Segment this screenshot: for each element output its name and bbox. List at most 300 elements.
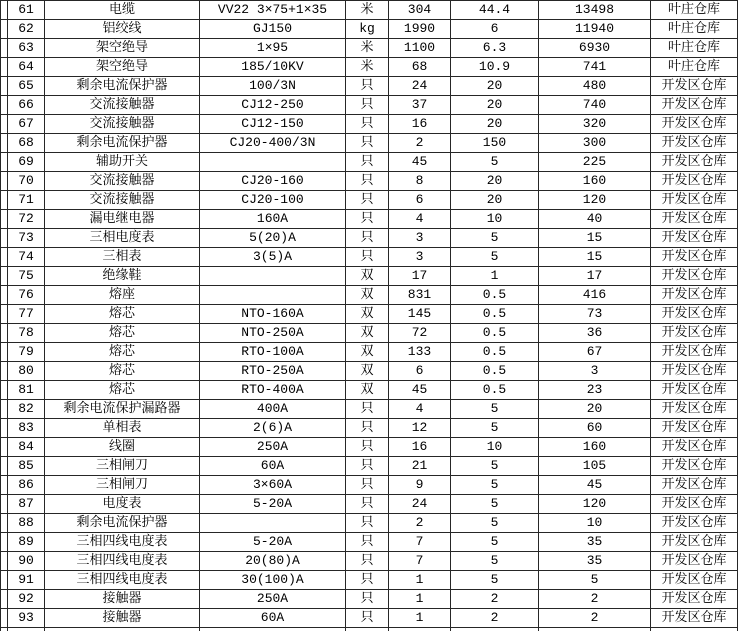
cell-qty[interactable]: 24 xyxy=(389,77,451,96)
cell-price[interactable]: 20 xyxy=(451,115,539,134)
table-row xyxy=(1,495,738,514)
cell-name[interactable]: 架空绝导 xyxy=(45,58,200,77)
empty-cell xyxy=(200,628,346,631)
cell-qty[interactable]: 4 xyxy=(389,400,451,419)
cell-unit[interactable]: 只 xyxy=(346,590,389,609)
cell-qty[interactable]: 3 xyxy=(389,229,451,248)
cell-unit[interactable]: 只 xyxy=(346,229,389,248)
table-row xyxy=(1,438,738,457)
cell-qty[interactable]: 6 xyxy=(389,191,451,210)
cell-total[interactable]: 6930 xyxy=(539,39,651,58)
cell-no[interactable]: 90 xyxy=(8,552,45,571)
cell-total[interactable]: 300 xyxy=(539,134,651,153)
cell-total[interactable]: 740 xyxy=(539,96,651,115)
cell-unit[interactable]: 米 xyxy=(346,58,389,77)
clipped-left-cell xyxy=(1,571,8,590)
cell-price[interactable]: 0.5 xyxy=(451,305,539,324)
cell-no[interactable]: 92 xyxy=(8,590,45,609)
cell-no[interactable]: 79 xyxy=(8,343,45,362)
cell-name[interactable]: 剩余电流保护器 xyxy=(45,77,200,96)
cell-spec[interactable]: 5-20A xyxy=(200,533,346,552)
cell-price[interactable]: 6.3 xyxy=(451,39,539,58)
cell-total[interactable]: 741 xyxy=(539,58,651,77)
table-row xyxy=(1,476,738,495)
cell-name[interactable]: 辅助开关 xyxy=(45,153,200,172)
cell-spec[interactable]: CJ12-250 xyxy=(200,96,346,115)
cell-name[interactable]: 交流接触器 xyxy=(45,172,200,191)
cell-price[interactable]: 0.5 xyxy=(451,286,539,305)
cell-price[interactable]: 10 xyxy=(451,438,539,457)
cell-qty[interactable]: 17 xyxy=(389,267,451,286)
cell-unit[interactable]: 双 xyxy=(346,267,389,286)
cell-price[interactable]: 0.5 xyxy=(451,343,539,362)
cell-unit[interactable]: 双 xyxy=(346,381,389,400)
cell-spec[interactable] xyxy=(200,267,346,286)
cell-price[interactable]: 10 xyxy=(451,210,539,229)
cell-price[interactable]: 6 xyxy=(451,20,539,39)
cell-price[interactable]: 5 xyxy=(451,476,539,495)
cell-unit[interactable]: 只 xyxy=(346,419,389,438)
cell-spec[interactable]: 5-20A xyxy=(200,495,346,514)
cell-unit[interactable]: 米 xyxy=(346,1,389,20)
clipped-left-cell xyxy=(1,20,8,39)
cell-qty[interactable]: 12 xyxy=(389,419,451,438)
cell-name[interactable]: 线圈 xyxy=(45,438,200,457)
cell-unit[interactable]: 只 xyxy=(346,248,389,267)
clipped-left-cell xyxy=(1,362,8,381)
cell-spec[interactable] xyxy=(200,514,346,533)
cell-total[interactable]: 120 xyxy=(539,191,651,210)
cell-unit[interactable]: 只 xyxy=(346,609,389,628)
cell-no[interactable]: 85 xyxy=(8,457,45,476)
cell-qty[interactable]: 24 xyxy=(389,495,451,514)
cell-unit[interactable]: 双 xyxy=(346,286,389,305)
cell-spec[interactable]: 3(5)A xyxy=(200,248,346,267)
cell-warehouse[interactable]: 开发区仓库 xyxy=(651,495,738,514)
cell-spec[interactable]: 20(80)A xyxy=(200,552,346,571)
cell-qty[interactable]: 304 xyxy=(389,1,451,20)
cell-qty[interactable]: 1 xyxy=(389,571,451,590)
cell-name[interactable]: 剩余电流保护漏路器 xyxy=(45,400,200,419)
cell-total[interactable]: 105 xyxy=(539,457,651,476)
cell-name[interactable]: 剩余电流保护器 xyxy=(45,134,200,153)
cell-qty[interactable]: 1 xyxy=(389,590,451,609)
cell-qty[interactable]: 16 xyxy=(389,438,451,457)
cell-warehouse[interactable]: 叶庄仓库 xyxy=(651,20,738,39)
cell-name[interactable]: 三相四线电度表 xyxy=(45,533,200,552)
cell-qty[interactable]: 16 xyxy=(389,115,451,134)
cell-total[interactable]: 10 xyxy=(539,514,651,533)
cell-warehouse[interactable]: 开发区仓库 xyxy=(651,286,738,305)
cell-total[interactable]: 2 xyxy=(539,590,651,609)
table-row xyxy=(1,172,738,191)
cell-unit[interactable]: 只 xyxy=(346,514,389,533)
cell-unit[interactable]: 只 xyxy=(346,153,389,172)
table-row xyxy=(1,552,738,571)
cell-price[interactable]: 1 xyxy=(451,267,539,286)
empty-cell xyxy=(651,628,738,631)
cell-unit[interactable]: 只 xyxy=(346,96,389,115)
cell-price[interactable]: 5 xyxy=(451,571,539,590)
cell-price[interactable]: 5 xyxy=(451,229,539,248)
inventory-table-body xyxy=(1,1,738,631)
cell-total[interactable]: 225 xyxy=(539,153,651,172)
cell-no[interactable]: 81 xyxy=(8,381,45,400)
cell-warehouse[interactable]: 叶庄仓库 xyxy=(651,58,738,77)
cell-unit[interactable]: 只 xyxy=(346,438,389,457)
cell-no[interactable]: 71 xyxy=(8,191,45,210)
cell-name[interactable]: 电度表 xyxy=(45,495,200,514)
cell-qty[interactable]: 7 xyxy=(389,533,451,552)
table-row xyxy=(1,115,738,134)
cell-total[interactable]: 160 xyxy=(539,438,651,457)
cell-price[interactable]: 44.4 xyxy=(451,1,539,20)
cell-no[interactable]: 77 xyxy=(8,305,45,324)
table-row xyxy=(1,229,738,248)
cell-unit[interactable]: kg xyxy=(346,20,389,39)
cell-total[interactable]: 36 xyxy=(539,324,651,343)
cell-qty[interactable]: 3 xyxy=(389,248,451,267)
cell-warehouse[interactable]: 开发区仓库 xyxy=(651,267,738,286)
clipped-left-cell xyxy=(1,495,8,514)
cell-spec[interactable]: NTO-250A xyxy=(200,324,346,343)
cell-name[interactable]: 交流接触器 xyxy=(45,191,200,210)
cell-no[interactable]: 61 xyxy=(8,1,45,20)
cell-warehouse[interactable]: 开发区仓库 xyxy=(651,438,738,457)
cell-warehouse[interactable]: 开发区仓库 xyxy=(651,343,738,362)
cell-qty[interactable]: 831 xyxy=(389,286,451,305)
cell-spec[interactable]: 2(6)A xyxy=(200,419,346,438)
cell-name[interactable]: 架空绝导 xyxy=(45,39,200,58)
cell-name[interactable]: 三相表 xyxy=(45,248,200,267)
cell-qty[interactable]: 4 xyxy=(389,210,451,229)
table-row xyxy=(1,609,738,628)
cell-spec[interactable]: CJ20-160 xyxy=(200,172,346,191)
cell-spec[interactable]: 185/10KV xyxy=(200,58,346,77)
cell-no[interactable]: 78 xyxy=(8,324,45,343)
cell-warehouse[interactable]: 开发区仓库 xyxy=(651,533,738,552)
cell-price[interactable]: 5 xyxy=(451,419,539,438)
cell-name[interactable]: 三相电度表 xyxy=(45,229,200,248)
cell-qty[interactable]: 45 xyxy=(389,153,451,172)
cell-unit[interactable]: 只 xyxy=(346,210,389,229)
cell-name[interactable]: 交流接触器 xyxy=(45,96,200,115)
cell-warehouse[interactable]: 开发区仓库 xyxy=(651,457,738,476)
cell-qty[interactable]: 21 xyxy=(389,457,451,476)
cell-spec[interactable]: 60A xyxy=(200,609,346,628)
cell-name[interactable]: 接触器 xyxy=(45,590,200,609)
cell-warehouse[interactable]: 开发区仓库 xyxy=(651,229,738,248)
cell-no[interactable]: 84 xyxy=(8,438,45,457)
cell-warehouse[interactable]: 开发区仓库 xyxy=(651,115,738,134)
cell-qty[interactable]: 45 xyxy=(389,381,451,400)
cell-total[interactable]: 3 xyxy=(539,362,651,381)
cell-unit[interactable]: 只 xyxy=(346,571,389,590)
clipped-left-cell xyxy=(1,457,8,476)
cell-total[interactable]: 23 xyxy=(539,381,651,400)
cell-total[interactable]: 45 xyxy=(539,476,651,495)
cell-spec[interactable]: 60A xyxy=(200,457,346,476)
clipped-left-cell xyxy=(1,305,8,324)
table-row xyxy=(1,77,738,96)
cell-price[interactable]: 10.9 xyxy=(451,58,539,77)
cell-name[interactable]: 剩余电流保护器 xyxy=(45,514,200,533)
cell-warehouse[interactable]: 开发区仓库 xyxy=(651,134,738,153)
cell-qty[interactable]: 133 xyxy=(389,343,451,362)
table-row xyxy=(1,324,738,343)
cell-name[interactable]: 熔芯 xyxy=(45,381,200,400)
cell-name[interactable]: 熔座 xyxy=(45,286,200,305)
clipped-left-cell xyxy=(1,58,8,77)
cell-unit[interactable]: 双 xyxy=(346,362,389,381)
cell-unit[interactable]: 只 xyxy=(346,172,389,191)
cell-total[interactable]: 15 xyxy=(539,229,651,248)
cell-spec[interactable]: 30(100)A xyxy=(200,571,346,590)
empty-cell xyxy=(451,628,539,631)
cell-total[interactable]: 60 xyxy=(539,419,651,438)
cell-warehouse[interactable]: 开发区仓库 xyxy=(651,324,738,343)
cell-price[interactable]: 20 xyxy=(451,172,539,191)
cell-total[interactable]: 67 xyxy=(539,343,651,362)
cell-spec[interactable] xyxy=(200,153,346,172)
cell-unit[interactable]: 只 xyxy=(346,476,389,495)
cell-price[interactable]: 5 xyxy=(451,457,539,476)
cell-total[interactable]: 15 xyxy=(539,248,651,267)
clipped-left-cell xyxy=(1,115,8,134)
cell-price[interactable]: 0.5 xyxy=(451,324,539,343)
cell-no[interactable]: 70 xyxy=(8,172,45,191)
cell-unit[interactable]: 只 xyxy=(346,533,389,552)
cell-total[interactable]: 5 xyxy=(539,571,651,590)
cell-warehouse[interactable]: 开发区仓库 xyxy=(651,476,738,495)
cell-total[interactable]: 13498 xyxy=(539,1,651,20)
cell-name[interactable]: 三相闸刀 xyxy=(45,476,200,495)
cell-warehouse[interactable]: 开发区仓库 xyxy=(651,571,738,590)
table-row xyxy=(1,39,738,58)
cell-name[interactable]: 铝绞线 xyxy=(45,20,200,39)
cell-spec[interactable] xyxy=(200,286,346,305)
clipped-left-cell xyxy=(1,514,8,533)
cell-unit[interactable]: 只 xyxy=(346,77,389,96)
empty-cell xyxy=(389,628,451,631)
cell-no[interactable]: 76 xyxy=(8,286,45,305)
cell-warehouse[interactable]: 开发区仓库 xyxy=(651,400,738,419)
cell-total[interactable]: 416 xyxy=(539,286,651,305)
cell-price[interactable]: 5 xyxy=(451,400,539,419)
cell-price[interactable]: 150 xyxy=(451,134,539,153)
cell-no[interactable]: 82 xyxy=(8,400,45,419)
cell-warehouse[interactable]: 开发区仓库 xyxy=(651,153,738,172)
cell-total[interactable]: 160 xyxy=(539,172,651,191)
cell-qty[interactable]: 6 xyxy=(389,362,451,381)
clipped-left-cell xyxy=(1,1,8,20)
cell-warehouse[interactable]: 开发区仓库 xyxy=(651,552,738,571)
cell-warehouse[interactable]: 开发区仓库 xyxy=(651,172,738,191)
cell-warehouse[interactable]: 开发区仓库 xyxy=(651,514,738,533)
cell-price[interactable]: 20 xyxy=(451,77,539,96)
cell-unit[interactable]: 米 xyxy=(346,39,389,58)
cell-no[interactable]: 86 xyxy=(8,476,45,495)
cell-warehouse[interactable]: 开发区仓库 xyxy=(651,381,738,400)
cell-qty[interactable]: 72 xyxy=(389,324,451,343)
cell-name[interactable]: 电缆 xyxy=(45,1,200,20)
cell-warehouse[interactable]: 开发区仓库 xyxy=(651,96,738,115)
cell-unit[interactable]: 只 xyxy=(346,191,389,210)
cell-total[interactable]: 480 xyxy=(539,77,651,96)
cell-spec[interactable]: 160A xyxy=(200,210,346,229)
table-row xyxy=(1,58,738,77)
cell-name[interactable]: 三相四线电度表 xyxy=(45,571,200,590)
cell-price[interactable]: 2 xyxy=(451,590,539,609)
cell-no[interactable]: 69 xyxy=(8,153,45,172)
table-row xyxy=(1,381,738,400)
cell-price[interactable]: 5 xyxy=(451,495,539,514)
cell-price[interactable]: 20 xyxy=(451,191,539,210)
cell-name[interactable]: 三相闸刀 xyxy=(45,457,200,476)
cell-qty[interactable]: 145 xyxy=(389,305,451,324)
cell-qty[interactable]: 9 xyxy=(389,476,451,495)
cell-price[interactable]: 5 xyxy=(451,514,539,533)
cell-total[interactable]: 73 xyxy=(539,305,651,324)
cell-no[interactable]: 62 xyxy=(8,20,45,39)
cell-name[interactable]: 三相四线电度表 xyxy=(45,552,200,571)
cell-qty[interactable]: 7 xyxy=(389,552,451,571)
cell-no[interactable]: 75 xyxy=(8,267,45,286)
cell-name[interactable]: 单相表 xyxy=(45,419,200,438)
cell-unit[interactable]: 双 xyxy=(346,324,389,343)
cell-price[interactable]: 2 xyxy=(451,609,539,628)
cell-warehouse[interactable]: 开发区仓库 xyxy=(651,590,738,609)
cell-total[interactable]: 35 xyxy=(539,552,651,571)
cell-spec[interactable]: 100/3N xyxy=(200,77,346,96)
cell-name[interactable]: 绝缘鞋 xyxy=(45,267,200,286)
cell-total[interactable]: 40 xyxy=(539,210,651,229)
cell-spec[interactable]: 1×95 xyxy=(200,39,346,58)
cell-spec[interactable]: 5(20)A xyxy=(200,229,346,248)
cell-no[interactable]: 88 xyxy=(8,514,45,533)
cell-price[interactable]: 20 xyxy=(451,96,539,115)
cell-total[interactable]: 20 xyxy=(539,400,651,419)
cell-warehouse[interactable]: 开发区仓库 xyxy=(651,248,738,267)
cell-spec[interactable]: VV22 3×75+1×35 xyxy=(200,1,346,20)
cell-warehouse[interactable]: 开发区仓库 xyxy=(651,609,738,628)
cell-unit[interactable]: 只 xyxy=(346,115,389,134)
cell-name[interactable]: 接触器 xyxy=(45,609,200,628)
cell-price[interactable]: 5 xyxy=(451,248,539,267)
cell-unit[interactable]: 双 xyxy=(346,305,389,324)
cell-warehouse[interactable]: 开发区仓库 xyxy=(651,191,738,210)
cell-name[interactable]: 熔芯 xyxy=(45,343,200,362)
cell-spec[interactable]: 400A xyxy=(200,400,346,419)
cell-unit[interactable]: 只 xyxy=(346,552,389,571)
cell-spec[interactable]: 250A xyxy=(200,590,346,609)
cell-qty[interactable]: 37 xyxy=(389,96,451,115)
cell-name[interactable]: 熔芯 xyxy=(45,362,200,381)
cell-unit[interactable]: 只 xyxy=(346,495,389,514)
cell-no[interactable]: 73 xyxy=(8,229,45,248)
cell-warehouse[interactable]: 开发区仓库 xyxy=(651,210,738,229)
cell-price[interactable]: 5 xyxy=(451,533,539,552)
cell-price[interactable]: 5 xyxy=(451,552,539,571)
cell-spec[interactable]: CJ20-400/3N xyxy=(200,134,346,153)
cell-no[interactable]: 64 xyxy=(8,58,45,77)
cell-spec[interactable]: RTO-250A xyxy=(200,362,346,381)
cell-warehouse[interactable]: 开发区仓库 xyxy=(651,419,738,438)
cell-warehouse[interactable]: 开发区仓库 xyxy=(651,305,738,324)
cell-warehouse[interactable]: 叶庄仓库 xyxy=(651,39,738,58)
cell-no[interactable]: 65 xyxy=(8,77,45,96)
clipped-left-cell xyxy=(1,39,8,58)
cell-total[interactable]: 17 xyxy=(539,267,651,286)
table-row xyxy=(1,343,738,362)
cell-no[interactable]: 67 xyxy=(8,115,45,134)
cell-unit[interactable]: 只 xyxy=(346,457,389,476)
cell-spec[interactable]: GJ150 xyxy=(200,20,346,39)
table-row xyxy=(1,134,738,153)
cell-unit[interactable]: 只 xyxy=(346,400,389,419)
cell-no[interactable]: 74 xyxy=(8,248,45,267)
cell-no[interactable]: 87 xyxy=(8,495,45,514)
cell-name[interactable]: 交流接触器 xyxy=(45,115,200,134)
cell-no[interactable]: 91 xyxy=(8,571,45,590)
cell-unit[interactable]: 双 xyxy=(346,343,389,362)
cell-no[interactable]: 68 xyxy=(8,134,45,153)
cell-price[interactable]: 0.5 xyxy=(451,381,539,400)
cell-spec[interactable]: RTO-400A xyxy=(200,381,346,400)
cell-spec[interactable]: 250A xyxy=(200,438,346,457)
cell-spec[interactable]: CJ20-100 xyxy=(200,191,346,210)
cell-warehouse[interactable]: 开发区仓库 xyxy=(651,77,738,96)
cell-no[interactable]: 66 xyxy=(8,96,45,115)
cell-name[interactable]: 熔芯 xyxy=(45,324,200,343)
cell-qty[interactable]: 1990 xyxy=(389,20,451,39)
cell-no[interactable]: 93 xyxy=(8,609,45,628)
cell-qty[interactable]: 68 xyxy=(389,58,451,77)
cell-name[interactable]: 漏电继电器 xyxy=(45,210,200,229)
cell-total[interactable]: 35 xyxy=(539,533,651,552)
cell-spec[interactable]: RTO-100A xyxy=(200,343,346,362)
cell-total[interactable]: 2 xyxy=(539,609,651,628)
cell-total[interactable]: 11940 xyxy=(539,20,651,39)
cell-spec[interactable]: NTO-160A xyxy=(200,305,346,324)
cell-total[interactable]: 320 xyxy=(539,115,651,134)
clipped-left-cell xyxy=(1,210,8,229)
cell-no[interactable]: 72 xyxy=(8,210,45,229)
cell-price[interactable]: 5 xyxy=(451,153,539,172)
cell-no[interactable]: 89 xyxy=(8,533,45,552)
cell-price[interactable]: 0.5 xyxy=(451,362,539,381)
cell-spec[interactable]: 3×60A xyxy=(200,476,346,495)
cell-qty[interactable]: 2 xyxy=(389,514,451,533)
cell-name[interactable]: 熔芯 xyxy=(45,305,200,324)
cell-warehouse[interactable]: 开发区仓库 xyxy=(651,362,738,381)
cell-unit[interactable]: 只 xyxy=(346,134,389,153)
cell-qty[interactable]: 8 xyxy=(389,172,451,191)
cell-warehouse[interactable]: 叶庄仓库 xyxy=(651,1,738,20)
clipped-left-cell xyxy=(1,191,8,210)
cell-qty[interactable]: 2 xyxy=(389,134,451,153)
cell-no[interactable]: 63 xyxy=(8,39,45,58)
cell-qty[interactable]: 1100 xyxy=(389,39,451,58)
clipped-left-cell xyxy=(1,419,8,438)
cell-qty[interactable]: 1 xyxy=(389,609,451,628)
cell-no[interactable]: 83 xyxy=(8,419,45,438)
cell-total[interactable]: 120 xyxy=(539,495,651,514)
cell-no[interactable]: 80 xyxy=(8,362,45,381)
cell-spec[interactable]: CJ12-150 xyxy=(200,115,346,134)
clipped-left-cell xyxy=(1,172,8,191)
empty-cell xyxy=(8,628,45,631)
